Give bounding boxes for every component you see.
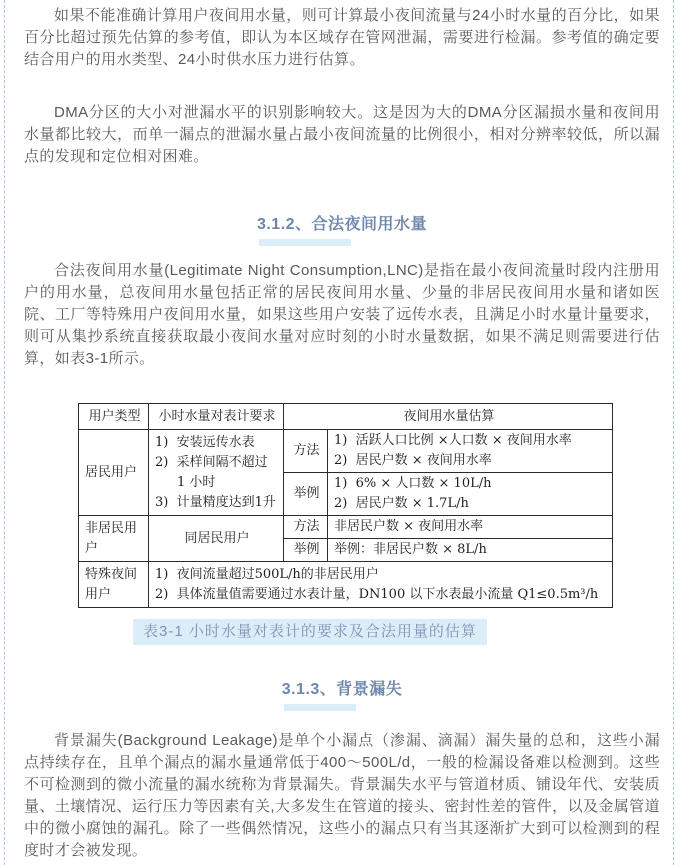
section-heading-3-1-3 xyxy=(24,679,660,709)
section-heading-3-1-2-text: 3.1.2、合法夜间用水量 xyxy=(257,214,427,236)
cell-resident-example-content xyxy=(328,473,613,516)
special-item-2: 2) 具体流量值需要通过水表计量，DN100 以下水表最小流量 Q1≤0.5m³/h xyxy=(155,586,599,602)
col-header-user-type: 用户类型 xyxy=(79,404,149,430)
section-heading-3-1-3-text: 3.1.3、背景漏失 xyxy=(282,679,403,701)
col-header-meter-requirement: 小时水量对表计要求 xyxy=(149,404,284,430)
resident-method-2: 2) 居民户数 × 夜间用水率 xyxy=(334,453,492,468)
cell-resident-user-type: 居民用户 xyxy=(79,430,149,516)
resident-meter-req-2: 2) 采样间隔不超过 1 小时 xyxy=(155,454,272,490)
cell-nonresident-method-label: 方法 xyxy=(284,516,328,539)
resident-example-1: 1) 6% × 人口数 × 10L/h xyxy=(334,476,492,491)
resident-example-2: 2) 居民户数 × 1.7L/h xyxy=(334,496,469,511)
cell-nonresident-example-label: 举例 xyxy=(284,539,328,562)
table-caption-row xyxy=(133,619,660,649)
paragraph-lnc-definition: 合法夜间用水量(Legitimate Night Consumption,LNC)是指在最小夜间流量时段内注册用户的用水量，总夜间用水量包括正常的居民夜间用水量、少量的非居民夜间用水量和诸如医院、工厂等特殊用户夜间用水量，如果这些用户安装了远传水表，且满足小时水量计量要求，则可从集抄系统直接获取最小夜间水量对应时刻的小时水量数据，如果不满足则需要进行估算，如表3-1所示。 xyxy=(24,262,660,367)
cell-nonresident-meter-requirement: 同居民用户 xyxy=(149,516,284,562)
cell-nonresident-method-content: 非居民户数 × 夜间用水率 xyxy=(328,516,613,539)
table-header-row xyxy=(79,404,613,430)
resident-meter-req-3: 3) 计量精度达到1升 xyxy=(155,494,276,510)
cell-resident-meter-requirements xyxy=(149,430,284,516)
paragraph-night-flow-percentage: 如果不能准确计算用户夜间用水量，则可计算最小夜间流量与24小时水量的百分比，如果百分比超过预先估算的参考值，即认为本区域存在管网泄漏，需要进行检漏。参考值的确定要结合用户的用水类型、24小时供水压力进行估算。 xyxy=(24,7,660,68)
section-heading-3-1-2 xyxy=(24,214,660,244)
special-item-1: 1) 夜间流量超过500L/h的非居民用户 xyxy=(155,566,379,582)
cell-resident-example-label: 举例 xyxy=(284,473,328,516)
paragraph-dma-size-impact: DMA分区的大小对泄漏水平的识别影响较大。这是因为大的DMA分区漏损水量和夜间用水量都比较大，而单一漏点的泄漏水量占最小夜间流量的比例很小，相对分辨率较低，所以漏点的发现和定位相对困难。 xyxy=(24,104,660,165)
cell-resident-method-label: 方法 xyxy=(284,430,328,473)
cell-nonresident-example-content: 举例：非居民户数 × 8L/h xyxy=(328,539,613,562)
paragraph-background-leakage: 背景漏失(Background Leakage)是单个小漏点（渗漏、滴漏）漏失量的总和，这些小漏点持续存在，且单个漏点的漏水量通常低于400～500L/d，一般的检漏设备难以检测到。这些不可检测到的微小流量的漏水统称为背景漏失。背景漏失水平与管道材质、铺设年代、安装质量、土壤情况、运行压力等因素有关,大多发生在管道的接头、密封性差的管件，以及金属管道中的微小腐蚀的漏孔。除了一些偶然情况，这些小的漏点只有当其逐渐扩大到可以检测到的程度时才会被发现。 xyxy=(24,732,660,859)
resident-method-1: 1) 活跃人口比例 ×人口数 × 夜间用水率 xyxy=(334,433,572,448)
table-row-nonresident-method xyxy=(79,516,613,539)
resident-meter-req-1: 1) 安装远传水表 xyxy=(155,434,255,450)
cell-special-content xyxy=(149,562,613,608)
cell-resident-method-content xyxy=(328,430,613,473)
table-3-1 xyxy=(78,403,613,608)
table-row-special-night-users xyxy=(79,562,613,608)
document-page xyxy=(4,0,674,865)
table-caption: 表3-1 小时水量对表计的要求及合法用量的估算 xyxy=(133,619,487,645)
cell-nonresident-user-type: 非居民用户 xyxy=(79,516,149,562)
cell-special-user-type: 特殊夜间用户 xyxy=(79,562,149,608)
table-row-resident-method xyxy=(79,430,613,473)
col-header-night-consumption-estimation: 夜间用水量估算 xyxy=(284,404,613,430)
